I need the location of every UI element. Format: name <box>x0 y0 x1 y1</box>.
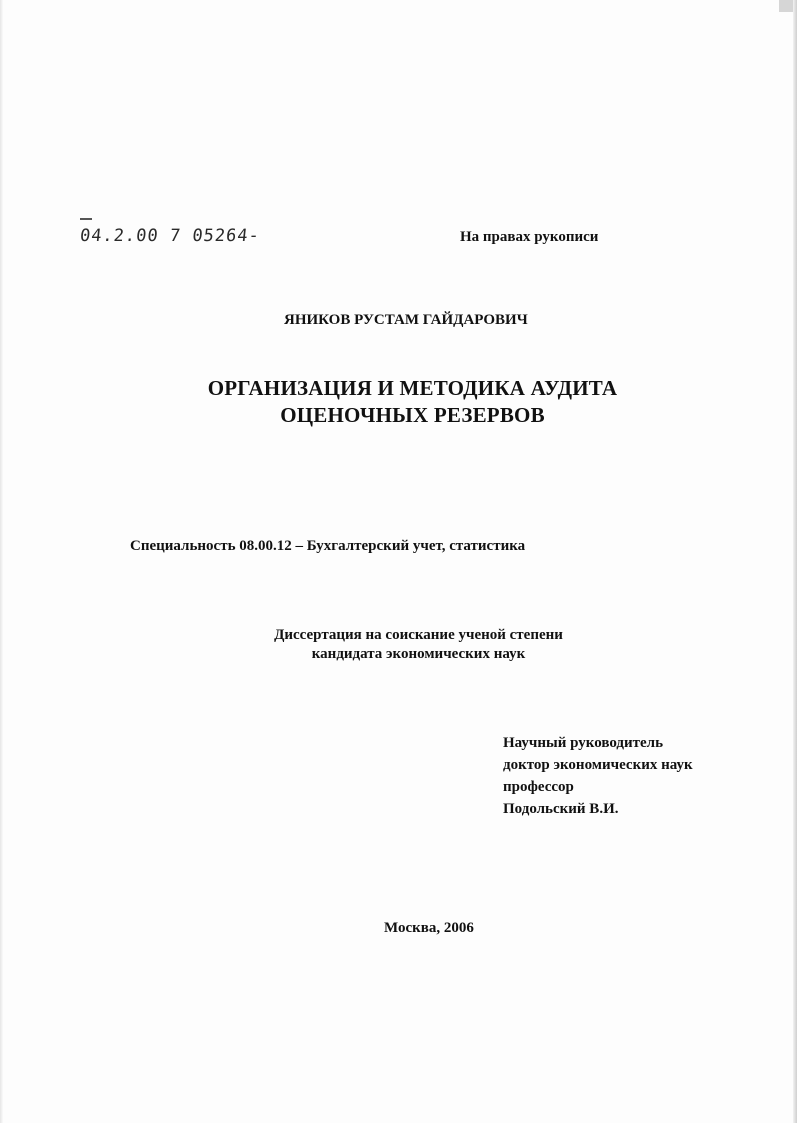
library-stamp-number: 04.2.00 7 05264- <box>78 226 261 246</box>
specialty-line: Специальность 08.00.12 – Бухгалтерский учет, статистика <box>130 538 526 554</box>
supervisor-line-3: профессор <box>503 779 574 795</box>
dissertation-line-1: Диссертация на соискание ученой степени <box>274 627 563 643</box>
stamp-tick-mark <box>80 218 92 220</box>
scan-corner-mark <box>779 0 793 12</box>
title-line-1: ОРГАНИЗАЦИЯ И МЕТОДИКА АУДИТА <box>207 376 618 400</box>
scan-edge-right <box>793 0 797 1123</box>
scan-edge-left <box>0 0 3 1123</box>
supervisor-line-4: Подольский В.И. <box>503 801 619 817</box>
supervisor-line-2: доктор экономических наук <box>503 757 693 773</box>
supervisor-line-1: Научный руководитель <box>503 735 663 751</box>
dissertation-line-2: кандидата экономических наук <box>311 646 526 662</box>
rights-note: На правах рукописи <box>460 229 599 245</box>
title-line-2: ОЦЕНОЧНЫХ РЕЗЕРВОВ <box>280 403 545 427</box>
city-year: Москва, 2006 <box>384 920 474 936</box>
author-name: ЯНИКОВ РУСТАМ ГАЙДАРОВИЧ <box>284 312 528 328</box>
